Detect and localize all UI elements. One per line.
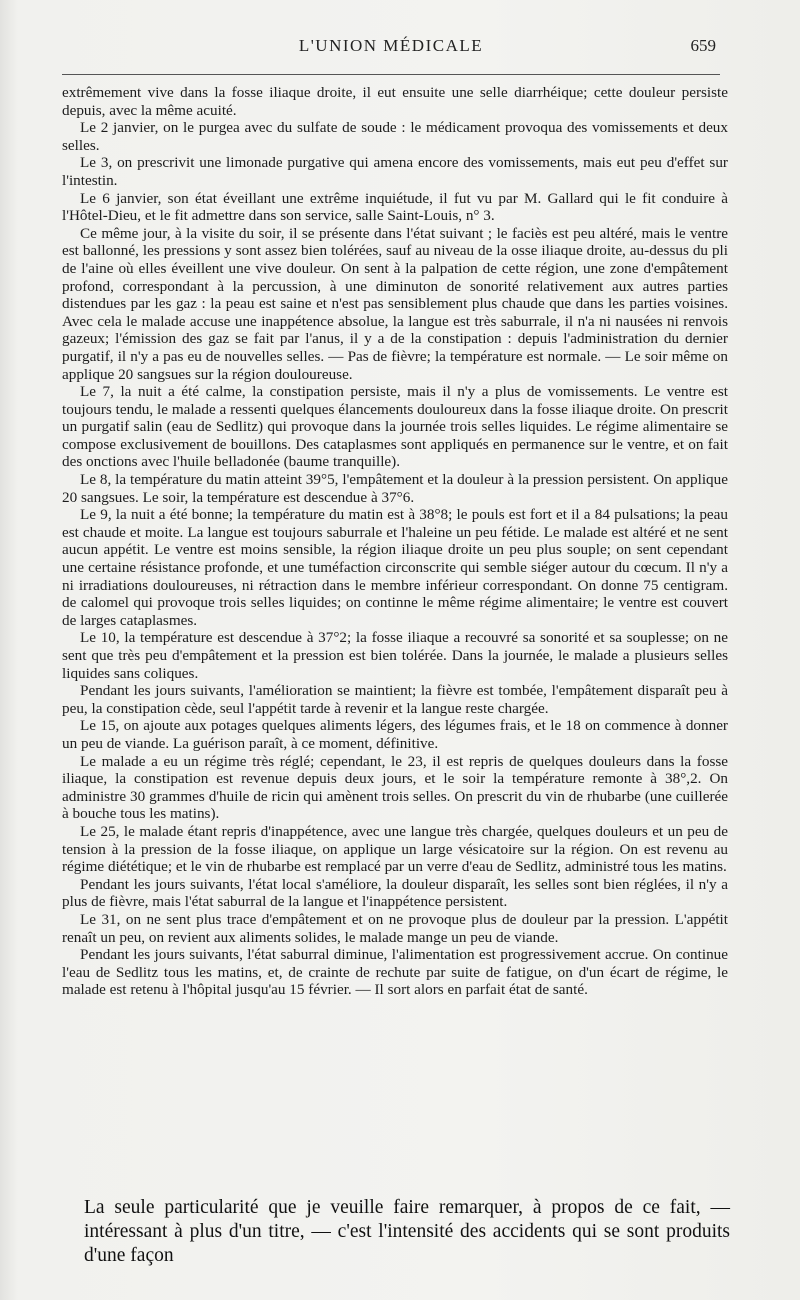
paragraph: Ce même jour, à la visite du soir, il se présente dans l'état suivant ; le faciès est peu altéré, mais le ventre est ballonné, les pressions y sont assez bien tolérées, sauf au niveau de la osse iliaque droite, au-dessus du pli de l'aine où elles éveillent une vive douleur. On sent à la palpation de cette région, une zone d'empâtement profond, correspondant à la percussion, à une diminuton de sonorité relativement aux autres parties distendues par les gaz : la peau est saine et n'est pas sensiblement plus chaude que dans les parties voisines. Avec cela le malade accuse une inappétence absolue, la langue est très saburrale, il n'a ni nausées ni renvois gazeux; l'émission des gaz se fait par l'anus, il y a de la constipation : depuis l'administration du dernier purgatif, il n'y a pas eu de nouvelles selles. — Pas de fièvre; la température est normale. — Le soir même on applique 20 sangsues sur la région douloureuse. [62,224,728,383]
paragraph-continuation: extrêmement vive dans la fosse iliaque droite, il eut ensuite une selle diarrhéique; cette douleur persiste depuis, avec la même acuité. [62,84,728,119]
page-header [62,36,720,64]
paragraph: Pendant les jours suivants, l'état saburral diminue, l'alimentation est progressivement accrue. On continue l'eau de Sedlitz tous les matins, et, de crainte de rechute par suite de fatigue, on d'un écart de régime, le malade est retenu à l'hôpital jusqu'au 15 février. — Il sort alors en parfait état de santé. [62,946,728,999]
paragraph: Le 9, la nuit a été bonne; la température du matin est à 38°8; le pouls est fort et il a 84 pulsations; la peau est chaude et moite. La langue est toujours saburrale et l'haleine un peu fétide. Le malade est altéré et ne sent aucun appétit. Le ventre est moins sensible, la région iliaque droite un peu plus souple; on sent cependant une certaine résistance profonde, et une tuméfaction circonscrite qui semble siéger autour du cœcum. Il n'y a ni irradiations douloureuses, ni rétraction dans le membre inférieur correspondant. On donne 75 centigram. de calomel qui provoque trois selles liquides; on continne le même régime alimentaire; le ventre est couvert de larges cataplasmes. [62,506,728,629]
paragraph: Le 2 janvier, on le purgea avec du sulfate de soude : le médicament provoqua des vomissements et deux selles. [62,119,728,154]
closing-paragraph-block [84,1196,730,1268]
closing-paragraph: La seule particularité que je veuille faire remarquer, à propos de ce fait, — intéressant à plus d'un titre, — c'est l'intensité des accidents qui se sont produits d'une façon [84,1197,730,1266]
running-title: L'UNION MÉDICALE [298,36,484,55]
paragraph: Pendant les jours suivants, l'amélioration se maintient; la fièvre est tombée, l'empâtement disparaît peu à peu, la constipation cède, seul l'appétit tarde à revenir et la langue reste chargée. [62,682,728,717]
header-rule [62,74,720,75]
paragraph: Le 31, on ne sent plus trace d'empâtement et on ne provoque plus de douleur par la pression. L'appétit renaît un peu, on revient aux aliments solides, le malade mange un peu de viande. [62,910,728,946]
body-text [62,84,728,999]
paragraph: Le 7, la nuit a été calme, la constipation persiste, mais il n'y a plus de vomissements. Le ventre est toujours tendu, le malade a ressenti quelques élancements douloureux dans la fosse iliaque droite. On prescrit un purgatif salin (eau de Sedlitz) qui provoque dans la journée trois selles liquides. Le régime alimentaire se compose exclusivement de bouillons. Des cataplasmes sont appliqués en permanence sur le ventre, et on fait des onctions avec l'huile belladonée (baume tranquille). [62,383,728,471]
paragraph: Pendant les jours suivants, l'état local s'améliore, la douleur disparaît, les selles sont bien réglées, il n'y a plus de fièvre, mais l'état saburral de la langue et l'inappétence persistent. [62,875,728,911]
paragraph: Le 8, la température du matin atteint 39°5, l'empâtement et la douleur à la pression persistent. On applique 20 sangsues. Le soir, la température est descendue à 37°6. [62,471,728,506]
paragraph: Le 25, le malade étant repris d'inappétence, avec une langue très chargée, quelques douleurs et un peu de tension à la pression de la fosse iliaque, on applique un large vésicatoire sur la région. On est revenu au régime diététique; et le vin de rhubarbe est remplacé par un verre d'eau de Sedlitz, administré tous les matins. [62,822,728,876]
paragraph: Le 3, on prescrivit une limonade purgative qui amena encore des vomissements, mais eut peu d'effet sur l'intestin. [62,154,728,189]
paragraph: Le malade a eu un régime très réglé; cependant, le 23, il est repris de quelques douleurs dans la fosse iliaque, la constipation est revenue depuis deux jours, et le soir la température remonte à 38°,2. On administre 30 grammes d'huile de ricin qui amènent trois selles. On prescrit du vin de rhubarbe (une cuillerée à bouche tous les matins). [62,752,728,823]
paragraph: Le 10, la température est descendue à 37°2; la fosse iliaque a recouvré sa sonorité et sa souplesse; on ne sent que très peu d'empâtement et la pression est bien tolérée. Dans la journée, le malade a plusieurs selles liquides sans coliques. [62,629,728,682]
paragraph: Le 15, on ajoute aux potages quelques aliments légers, des légumes frais, et le 18 on commence à donner un peu de viande. La guérison paraît, à ce moment, définitive. [62,717,728,752]
paragraph: Le 6 janvier, son état éveillant une extrême inquiétude, il fut vu par M. Gallard qui le fit conduire à l'Hôtel-Dieu, et le fit admettre dans son service, salle Saint-Louis, n° 3. [62,189,728,225]
page-number: 659 [690,36,716,55]
